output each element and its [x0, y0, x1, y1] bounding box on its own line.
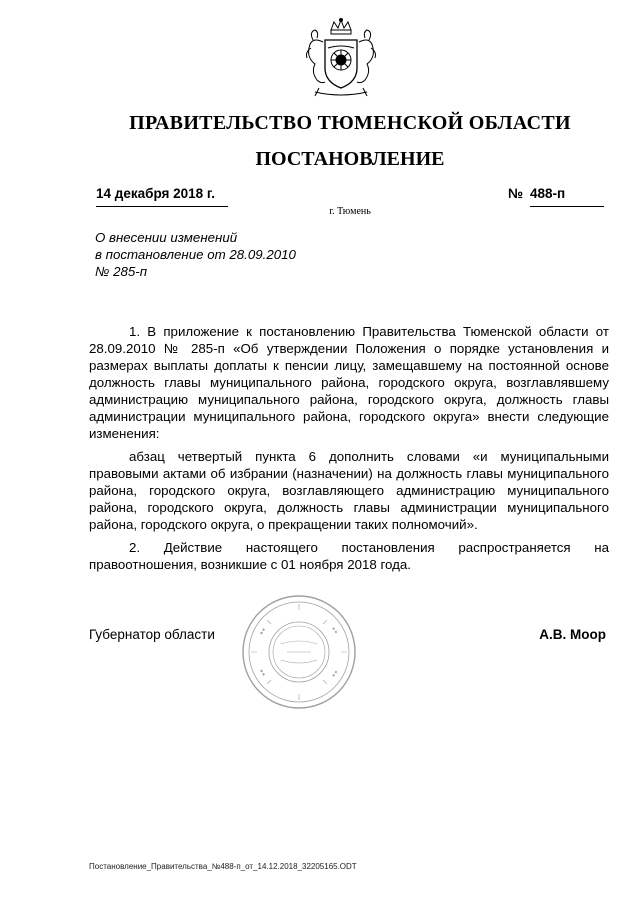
organization-title: ПРАВИТЕЛЬСТВО ТЮМЕНСКОЙ ОБЛАСТИ — [129, 112, 571, 134]
signer-name: А.В. Моор — [539, 627, 606, 642]
body-paragraph-1: 1. В приложение к постановлению Правительства Тюменской области от 28.09.2010 № 285-п «Об утверждении Положения о порядке установления и размерах выплаты доплаты к пенсии лицу, замещавшему на постоянной основе должность главы муниципального района, городского округа, возглавлявшему администрацию муниципального района, городского округа, должность главы администрации муниципального района, городского округа» внести следующие изменения: — [89, 324, 609, 441]
document-body — [89, 323, 609, 573]
official-seal-stamp-icon — [241, 594, 357, 710]
coat-of-arms-icon — [301, 18, 381, 102]
document-subject — [95, 229, 395, 280]
document-number-label: № — [508, 186, 524, 201]
body-paragraph-2: абзац четвертый пункта 6 дополнить словами «и муниципальными правовыми актами об избрании (назначении) на должность главы муниципального района, городского округа, возглавляющего администрацию муниципального района, городского округа, должность главы администрации муниципального района, городского округа, о прекращении таких полномочий». — [89, 449, 609, 532]
document-number: 488-п — [530, 186, 604, 207]
subject-line-2: в постановление от 28.09.2010 — [95, 247, 296, 262]
subject-line-3: № 285-п — [95, 264, 148, 279]
body-paragraph-3: 2. Действие настоящего постановления распространяется на правоотношения, возникшие с 01 ноября 2018 года. — [89, 540, 609, 572]
subject-line-1: О внесении изменений — [95, 230, 238, 245]
document-type-title: ПОСТАНОВЛЕНИЕ — [255, 148, 445, 170]
document-city: г. Тюмень — [329, 206, 371, 217]
file-name-footer: Постановление_Правительства_№488-п_от_14.12.2018_32205165.ODT — [89, 862, 357, 871]
signer-title: Губернатор области — [89, 627, 215, 642]
document-date: 14 декабря 2018 г. — [96, 186, 228, 207]
